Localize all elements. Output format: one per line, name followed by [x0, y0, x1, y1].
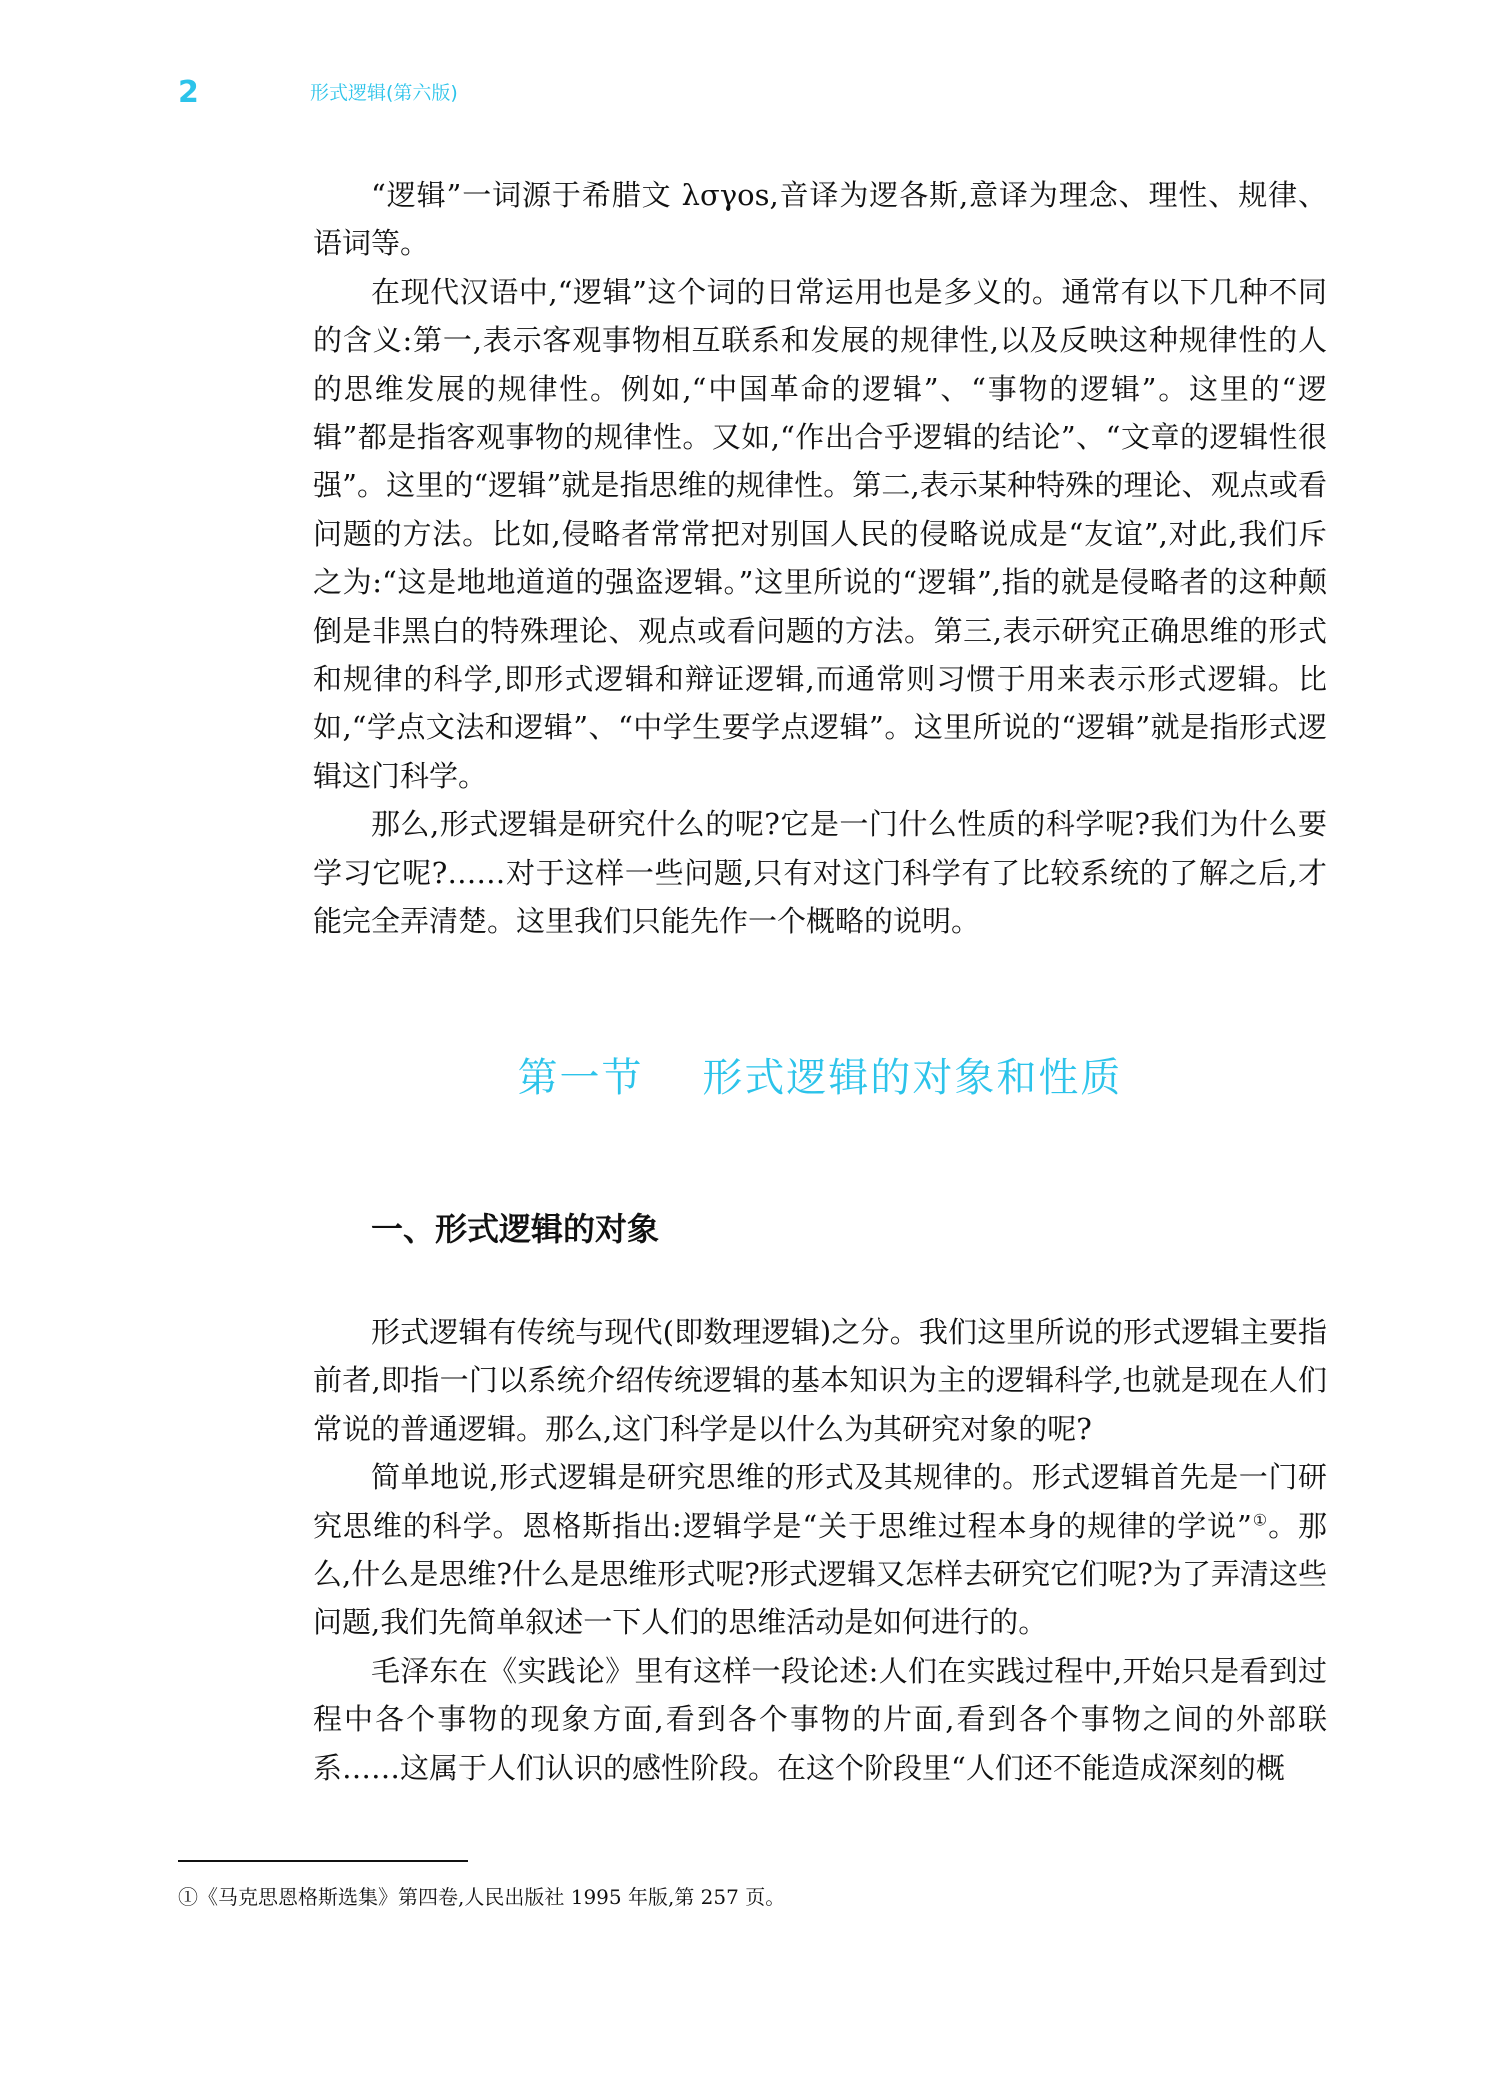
paragraph: 那么,形式逻辑是研究什么的呢?它是一门什么性质的科学呢?我们为什么要学习它呢?……对于这样一些问题,只有对这门科学有了比较系统的了解之后,才能完全弄清楚。这里我们只能先作一个概略的说明。 — [313, 807, 1327, 939]
footnote-reference[interactable]: ① — [1251, 1509, 1269, 1529]
paragraph — [313, 1453, 1327, 1647]
section-title: 第一节 形式逻辑的对象和性质 — [517, 1055, 1123, 1101]
footnote: ①《马克思恩格斯选集》第四卷,人民出版社 1995 年版,第 257 页。 — [178, 1885, 786, 1909]
paragraph: 毛泽东在《实践论》里有这样一段论述:人们在实践过程中,开始只是看到过程中各个事物的现象方面,看到各个事物的片面,看到各个事物之间的外部联系……这属于人们认识的感性阶段。在这个阶段里“人们还不能造成深刻的概 — [313, 1653, 1327, 1785]
paragraph: 形式逻辑有传统与现代(即数理逻辑)之分。我们这里所说的形式逻辑主要指前者,即指一门以系统介绍传统逻辑的基本知识为主的逻辑科学,也就是现在人们常说的普通逻辑。那么,这门科学是以什么为其研究对象的呢? — [313, 1315, 1327, 1446]
paragraph: “逻辑”一词源于希腊文 λσγοs,音译为逻各斯,意译为理念、理性、规律、语词等。 — [313, 178, 1327, 261]
footnote-divider — [178, 1860, 468, 1862]
paragraph-text: 简单地说,形式逻辑是研究思维的形式及其规律的。形式逻辑首先是一门研究思维的科学。恩格斯指出:逻辑学是“关于思维过程本身的规律的学说” — [313, 1460, 1327, 1543]
page-number: 2 — [178, 75, 199, 110]
subsection-title: 一、形式逻辑的对象 — [371, 1210, 660, 1248]
running-head: 形式逻辑(第六版) — [310, 82, 458, 104]
intro-text — [313, 171, 1327, 946]
paragraph: 在现代汉语中,“逻辑”这个词的日常运用也是多义的。通常有以下几种不同的含义:第一,表示客观事物相互联系和发展的规律性,以及反映这种规律性的人的思维发展的规律性。例如,“中国革命的逻辑”、“事物的逻辑”。这里的“逻辑”都是指客观事物的规律性。又如,“作出合乎逻辑的结论”、“文章的逻辑性很强”。这里的“逻辑”就是指思维的规律性。第二,表示某种特殊的理论、观点或看问题的方法。比如,侵略者常常把对别国人民的侵略说成是“友谊”,对此,我们斥之为:“这是地地道道的强盗逻辑。”这里所说的“逻辑”,指的就是侵略者的这种颠倒是非黑白的特殊理论、观点或看问题的方法。第三,表示研究正确思维的形式和规律的科学,即形式逻辑和辩证逻辑,而通常则习惯于用来表示形式逻辑。比如,“学点文法和逻辑”、“中学生要学点逻辑”。这里所说的“逻辑”就是指形式逻辑这门科学。 — [313, 274, 1327, 793]
body-text — [313, 1308, 1327, 1792]
paragraph-text: 。那么,什么是思维?什么是思维形式呢?形式逻辑又怎样去研究它们呢?为了弄清这些问题,我们先简单叙述一下人们的思维活动是如何进行的。 — [313, 1508, 1327, 1640]
